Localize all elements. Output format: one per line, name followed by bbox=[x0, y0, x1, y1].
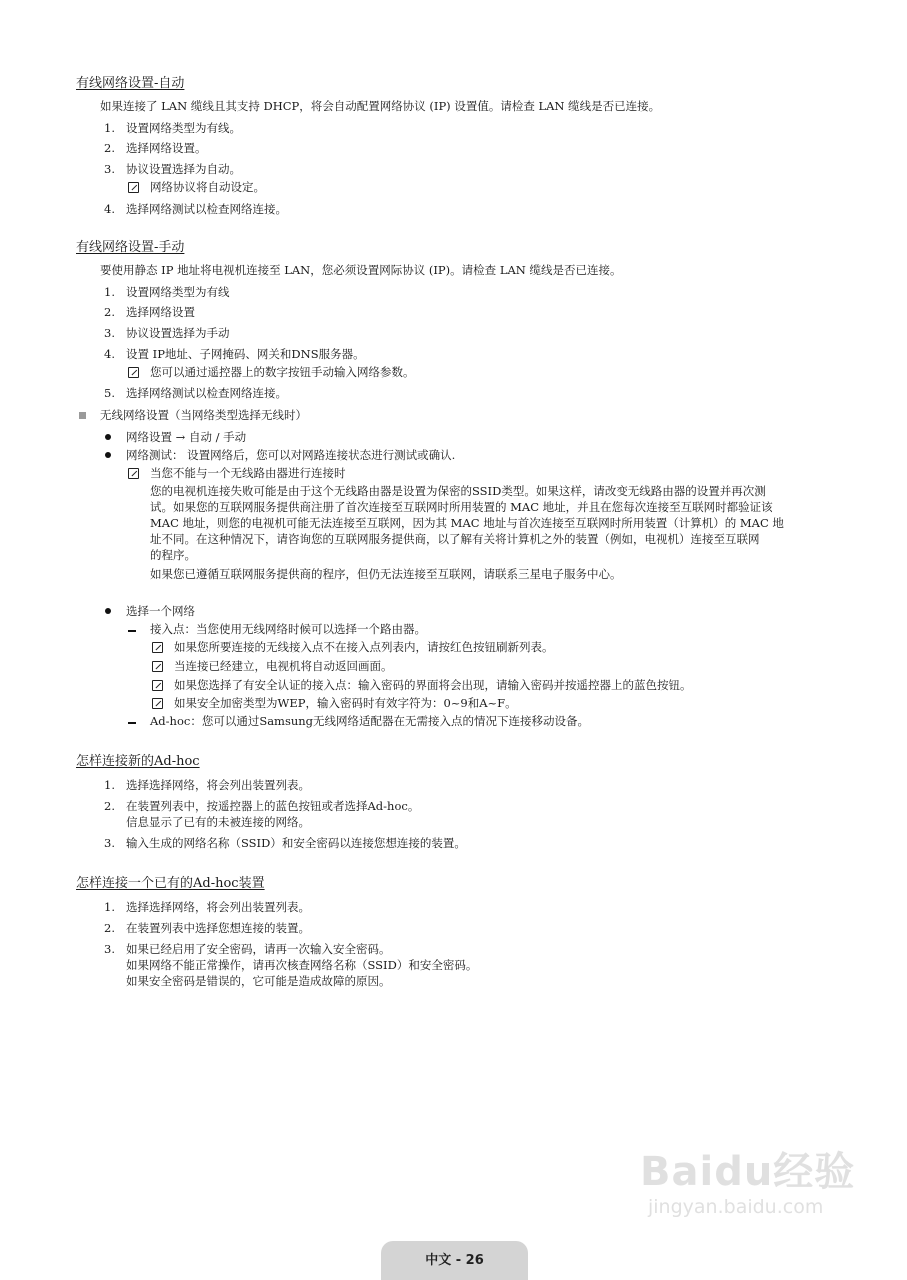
step-number: 3. bbox=[104, 942, 115, 956]
sub-note-text: 如果安全加密类型为WEP，输入密码时有效字符为：0~9和A~F。 bbox=[174, 696, 517, 710]
step-text: 在装置列表中选择您想连接的装置。 bbox=[126, 921, 310, 935]
sub-note-text: 如果您所要连接的无线接入点不在接入点列表内，请按红色按钮刷新列表。 bbox=[174, 640, 554, 654]
wireless-paragraph-line: 的程序。 bbox=[150, 548, 196, 562]
wireless-paragraph-contact: 如果您已遵循互联网服务提供商的程序，但仍无法连接至互联网，请联系三星电子服务中心。 bbox=[150, 567, 622, 581]
step-text: 设置网络类型为有线。 bbox=[126, 121, 241, 135]
section-title-wired-auto: 有线网络设置-自动 bbox=[76, 76, 185, 91]
note-icon bbox=[152, 661, 163, 672]
section-title-adhoc-new: 怎样连接新的Ad-hoc bbox=[76, 754, 200, 769]
step-text: 信息显示了已有的未被连接的网络。 bbox=[126, 815, 310, 829]
wireless-paragraph-line: 址不同。在这种情况下，请咨询您的互联网服务提供商，以了解有关将计算机之外的装置（例如，电视机）连接至互联网 bbox=[150, 532, 760, 546]
note-icon bbox=[128, 182, 139, 193]
step-number: 1. bbox=[104, 285, 115, 299]
wireless-bullet-select-network: 选择一个网络 bbox=[126, 604, 195, 618]
step-text: 选择选择网络，将会列出装置列表。 bbox=[126, 900, 310, 914]
step-text: 协议设置选择为手动 bbox=[126, 326, 230, 340]
note-icon bbox=[152, 680, 163, 691]
step-text: 如果网络不能正常操作，请再次核查网络名称（SSID）和安全密码。 bbox=[126, 958, 478, 972]
step-text: 如果安全密码是错误的，它可能是造成故障的原因。 bbox=[126, 974, 391, 988]
dot-bullet bbox=[105, 608, 111, 614]
step-number: 4. bbox=[104, 347, 115, 361]
wireless-note-title: 当您不能与一个无线路由器进行连接时 bbox=[150, 466, 346, 480]
step-text: 选择网络设置 bbox=[126, 305, 195, 319]
step-number: 1. bbox=[104, 778, 115, 792]
wireless-bullet-test: 网络测试： 设置网络后，您可以对网路连接状态进行测试或确认. bbox=[126, 448, 456, 462]
wireless-paragraph-line: 试。如果您的互联网服务提供商注册了首次连接至互联网时所用装置的 MAC 地址，并且在您每次连接至互联网时都验证该 bbox=[150, 500, 773, 514]
step-number: 4. bbox=[104, 202, 115, 216]
access-point-text: 接入点：当您使用无线网络时候可以选择一个路由器。 bbox=[150, 622, 426, 636]
step-number: 3. bbox=[104, 162, 115, 176]
wireless-title: 无线网络设置（当网络类型选择无线时） bbox=[100, 408, 307, 422]
step-number: 2. bbox=[104, 799, 115, 813]
wireless-paragraph-line: 您的电视机连接失败可能是由于这个无线路由器是设置为保密的SSID类型。如果这样，请改变无线路由器的设置并再次测 bbox=[150, 484, 766, 498]
dot-bullet bbox=[105, 434, 111, 440]
dash-bullet bbox=[128, 722, 136, 724]
step-text: 输入生成的网络名称（SSID）和安全密码以连接您想连接的装置。 bbox=[126, 836, 466, 850]
note-icon bbox=[152, 642, 163, 653]
step-text: 选择网络测试以检查网络连接。 bbox=[126, 386, 287, 400]
step-number: 2. bbox=[104, 305, 115, 319]
step-number: 3. bbox=[104, 326, 115, 340]
wireless-paragraph-line: MAC 地址，则您的电视机可能无法连接至互联网，因为其 MAC 地址与首次连接至互联网时所用装置（计算机）的 MAC 地 bbox=[150, 516, 784, 530]
watermark-brand: Baidu经验 bbox=[640, 1149, 856, 1195]
note-icon bbox=[152, 698, 163, 709]
step-text: 选择网络测试以检查网络连接。 bbox=[126, 202, 287, 216]
sub-note-text: 如果您选择了有安全认证的接入点：输入密码的界面将会出现，请输入密码并按遥控器上的蓝色按钮。 bbox=[174, 678, 692, 692]
step-text: 协议设置选择为自动。 bbox=[126, 162, 241, 176]
step-text: 设置网络类型为有线 bbox=[126, 285, 230, 299]
step-number: 2. bbox=[104, 141, 115, 155]
section-title-wired-manual: 有线网络设置-手动 bbox=[76, 240, 185, 255]
note-text: 您可以通过遥控器上的数字按钮手动输入网络参数。 bbox=[150, 365, 415, 379]
step-number: 1. bbox=[104, 900, 115, 914]
square-bullet bbox=[79, 412, 86, 419]
step-text: 选择网络设置。 bbox=[126, 141, 207, 155]
note-icon bbox=[128, 367, 139, 378]
step-text: 选择选择网络，将会列出装置列表。 bbox=[126, 778, 310, 792]
step-number: 1. bbox=[104, 121, 115, 135]
page-number: 中文 - 26 bbox=[425, 1253, 484, 1268]
step-number: 5. bbox=[104, 386, 115, 400]
page-number-tab bbox=[381, 1241, 528, 1280]
dot-bullet bbox=[105, 452, 111, 458]
sub-note-text: 当连接已经建立，电视机将自动返回画面。 bbox=[174, 659, 393, 673]
note-text: 网络协议将自动设定。 bbox=[150, 180, 265, 194]
wireless-bullet-setting: 网络设置 → 自动 / 手动 bbox=[126, 430, 247, 444]
baidu-watermark bbox=[640, 1140, 890, 1230]
step-text: 如果已经启用了安全密码，请再一次输入安全密码。 bbox=[126, 942, 391, 956]
watermark-url: jingyan.baidu.com bbox=[648, 1196, 824, 1218]
note-icon bbox=[128, 468, 139, 479]
step-text: 设置 IP地址、子网掩码、网关和DNS服务器。 bbox=[126, 347, 365, 361]
step-text: 在装置列表中，按遥控器上的蓝色按钮或者选择Ad-hoc。 bbox=[126, 799, 420, 813]
section-title-adhoc-existing: 怎样连接一个已有的Ad-hoc装置 bbox=[76, 876, 265, 891]
intro-wired-auto: 如果连接了 LAN 缆线且其支持 DHCP，将会自动配置网络协议 (IP) 设置值。请检查 LAN 缆线是否已连接。 bbox=[100, 99, 661, 113]
adhoc-text: Ad-hoc：您可以通过Samsung无线网络适配器在无需接入点的情况下连接移动设备。 bbox=[150, 714, 590, 728]
step-number: 3. bbox=[104, 836, 115, 850]
step-number: 2. bbox=[104, 921, 115, 935]
intro-wired-manual: 要使用静态 IP 地址将电视机连接至 LAN，您必须设置网际协议 (IP)。请检查 LAN 缆线是否已连接。 bbox=[100, 263, 622, 277]
dash-bullet bbox=[128, 630, 136, 632]
